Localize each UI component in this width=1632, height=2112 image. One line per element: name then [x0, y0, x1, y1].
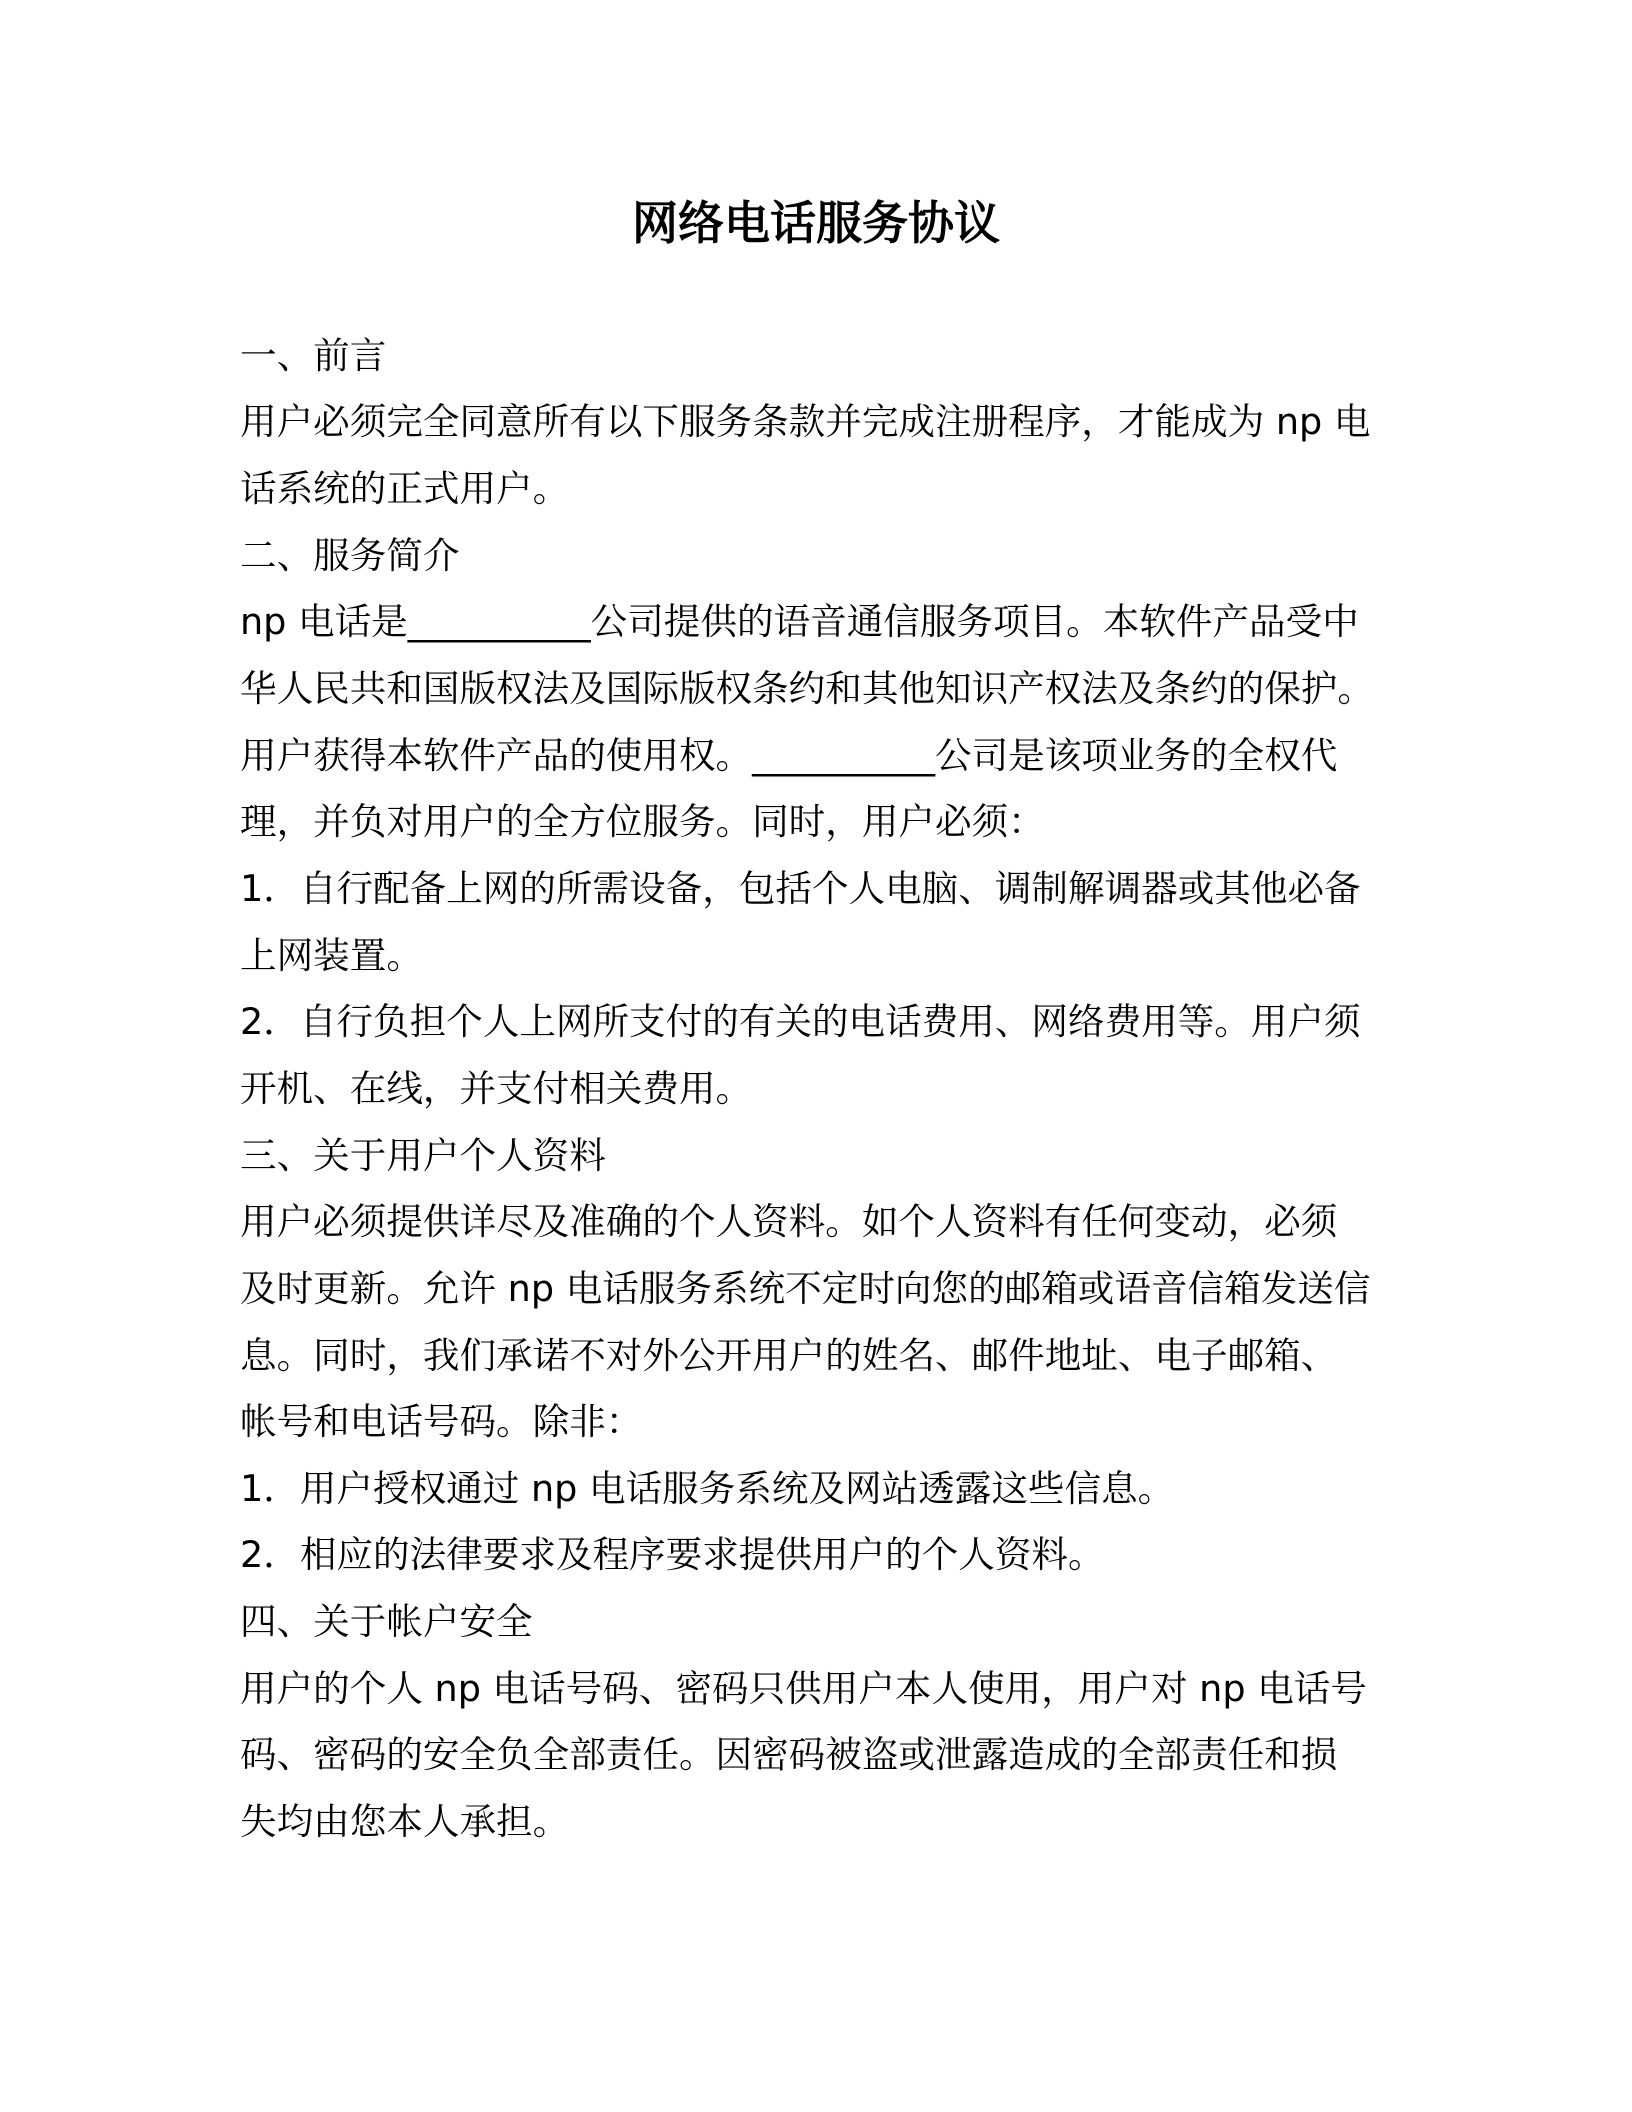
text-line: 用户获得本软件产品的使用权。__________公司是该项业务的全权代 — [240, 733, 1338, 777]
list-item — [240, 856, 1440, 989]
text-line: 理，并负对用户的全方位服务。同时，用户必须： — [240, 800, 1045, 844]
paragraph — [240, 589, 1440, 856]
text-line: 码、密码的安全负全部责任。因密码被盗或泄露造成的全部责任和损 — [240, 1733, 1338, 1777]
text-line: 2．相应的法律要求及程序要求提供用户的个人资料。 — [240, 1533, 1105, 1577]
section-heading: 二、服务简介 — [240, 533, 460, 577]
document-body — [240, 323, 1440, 1856]
text-line: 失均由您本人承担。 — [240, 1800, 570, 1844]
list-item — [240, 1456, 1440, 1523]
section-heading: 四、关于帐户安全 — [240, 1600, 533, 1644]
document-title: 网络电话服务协议 — [632, 196, 1000, 250]
text-line: 华人民共和国版权法及国际版权条约和其他知识产权法及条约的保护。 — [240, 666, 1374, 710]
text-line: 息。同时，我们承诺不对外公开用户的姓名、邮件地址、电子邮箱、 — [240, 1333, 1338, 1377]
section-heading: 三、关于用户个人资料 — [240, 1133, 606, 1177]
paragraph — [240, 1189, 1440, 1456]
section-personal-info — [240, 1123, 1440, 1590]
section-account-security — [240, 1589, 1440, 1856]
list-item — [240, 1522, 1440, 1589]
paragraph — [240, 389, 1440, 522]
text-line: 2．自行负担个人上网所支付的有关的电话费用、网络费用等。用户须 — [240, 1000, 1361, 1044]
text-line: 帐号和电话号码。除非： — [240, 1400, 643, 1444]
list-item — [240, 989, 1440, 1122]
text-line: 开机、在线，并支付相关费用。 — [240, 1066, 753, 1110]
paragraph — [240, 1656, 1440, 1856]
text-line: np 电话是__________公司提供的语音通信服务项目。本软件产品受中 — [240, 600, 1359, 644]
text-line: 1．用户授权通过 np 电话服务系统及网站透露这些信息。 — [240, 1466, 1175, 1510]
text-line: 及时更新。允许 np 电话服务系统不定时向您的邮箱或语音信箱发送信 — [240, 1266, 1371, 1310]
text-line: 话系统的正式用户。 — [240, 466, 570, 510]
text-line: 用户必须提供详尽及准确的个人资料。如个人资料有任何变动，必须 — [240, 1200, 1338, 1244]
section-service-overview — [240, 523, 1440, 1123]
text-line: 上网装置。 — [240, 933, 423, 977]
text-line: 用户必须完全同意所有以下服务条款并完成注册程序，才能成为 np 电 — [240, 400, 1371, 444]
text-line: 用户的个人 np 电话号码、密码只供用户本人使用，用户对 np 电话号 — [240, 1666, 1367, 1710]
text-line: 1．自行配备上网的所需设备，包括个人电脑、调制解调器或其他必备 — [240, 866, 1361, 910]
section-preface — [240, 323, 1440, 523]
section-heading: 一、前言 — [240, 333, 387, 377]
